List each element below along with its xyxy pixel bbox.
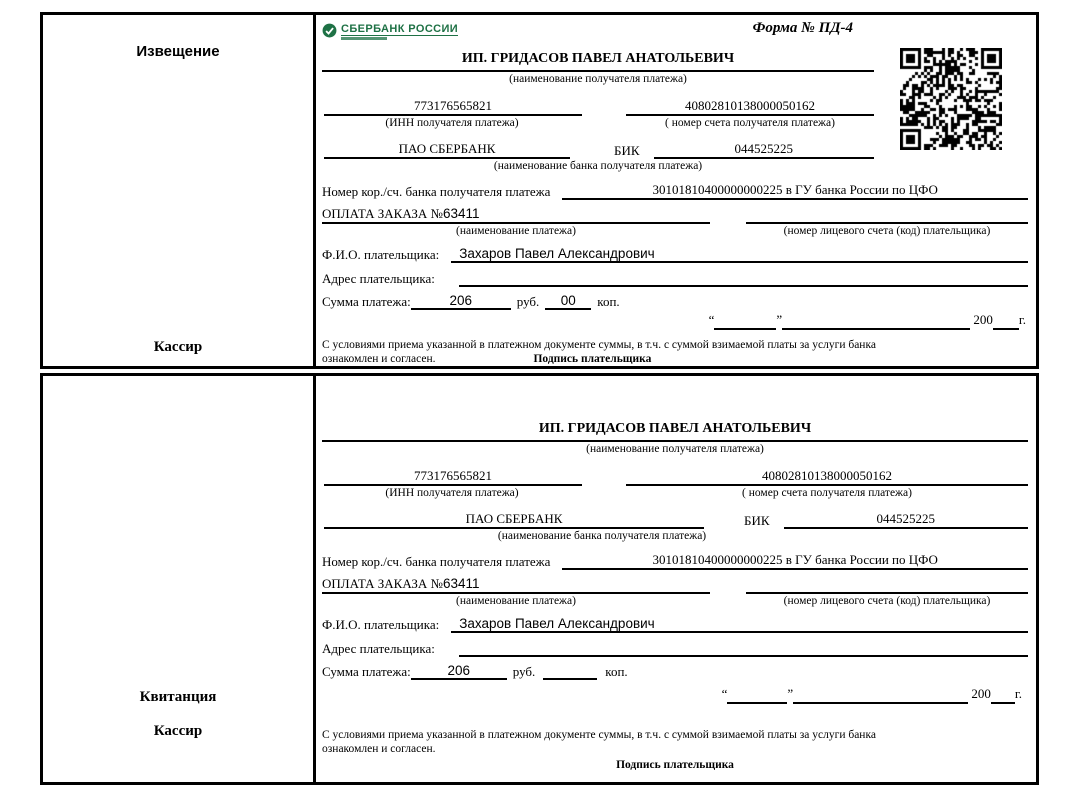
receipt-section (40, 373, 1039, 785)
account-value: 40802810138000050162 (626, 468, 1028, 486)
account-caption: ( номер счета получателя платежа) (665, 117, 835, 129)
payment-captions-row (322, 224, 1028, 238)
bik-label: БИК (744, 513, 770, 528)
payer-address-row (322, 266, 1028, 287)
corr-account-row (322, 178, 1028, 200)
bank-bik-row (322, 135, 874, 159)
sberbank-logo (322, 20, 458, 40)
payer-address-value (459, 269, 1028, 287)
date-day-blank (727, 686, 787, 704)
amount-rub-value: 206 (411, 293, 511, 310)
payer-fio-value: Захаров Павел Александрович (451, 246, 1028, 263)
address-label: Адрес плательщика: (322, 641, 435, 656)
payee-name: ИП. ГРИДАСОВ ПАВЕЛ АНАТОЛЬЕВИЧ (322, 418, 1028, 442)
year-suffix: г. (1018, 312, 1026, 327)
personal-caption: (номер лицевого счета (код) плательщика) (783, 225, 991, 237)
bank-name-value: ПАО СБЕРБАНК (324, 141, 570, 159)
payee-name: ИП. ГРИДАСОВ ПАВЕЛ АНАТОЛЬЕВИЧ (322, 48, 874, 72)
sberbank-logo-icon (322, 23, 337, 38)
inn-account-row (322, 92, 874, 116)
inn-caption: (ИНН получателя платежа) (385, 487, 519, 499)
quote-close: ” (787, 686, 794, 701)
agreement-line2: ознакомлен и согласен. (322, 353, 436, 365)
payer-fio-value: Захаров Павел Александрович (451, 616, 1028, 633)
address-label: Адрес плательщика: (322, 271, 435, 286)
payee-caption: (наименование получателя платежа) (509, 73, 687, 85)
date-row (322, 686, 1028, 706)
inn-value: 773176565821 (324, 98, 582, 116)
kop-label: коп. (605, 664, 628, 679)
sberbank-logo-subline (341, 37, 387, 40)
payment-name-value (322, 206, 710, 224)
amount-kop-value: 00 (545, 293, 591, 310)
date-day-blank (714, 312, 776, 330)
quote-open: “ (721, 686, 728, 701)
quote-open: “ (708, 312, 715, 327)
date-month-blank (782, 312, 970, 330)
personal-caption: (номер лицевого счета (код) плательщика) (783, 595, 991, 607)
amount-row (322, 289, 1028, 310)
corr-account-row (322, 548, 1028, 570)
account-value: 40802810138000050162 (626, 98, 874, 116)
payer-address-row (322, 636, 1028, 657)
agreement-line1: С условиями приема указанной в платежном документе суммы, в т.ч. с суммой взимаемой платы за услуги банка (322, 339, 876, 351)
bik-value: 044525225 (654, 141, 874, 159)
notice-stub-column (43, 15, 316, 366)
payment-name-row (322, 203, 1028, 224)
amount-label: Сумма платежа: (322, 664, 411, 679)
receipt-stub-column (43, 376, 316, 782)
qr-code (900, 48, 1002, 150)
year-prefix: 200 (973, 312, 993, 327)
payer-fio-row (322, 612, 1028, 633)
payee-caption: (наименование получателя платежа) (586, 443, 764, 455)
bank-caption: (наименование банка получателя платежа) (497, 530, 707, 542)
payment-name-row (322, 573, 1028, 594)
notice-stub-title: Извещение (136, 43, 220, 60)
amount-row (322, 659, 1028, 680)
payment-captions-row (322, 594, 1028, 608)
account-caption: ( номер счета получателя платежа) (742, 487, 912, 499)
date-row (322, 312, 1028, 332)
notice-section (40, 12, 1039, 369)
payment-name-prefix: ОПЛАТА ЗАКАЗА № (322, 206, 443, 221)
personal-account-value (746, 206, 1028, 224)
payment-name-value (322, 576, 710, 594)
agreement-line2-row (322, 352, 1028, 366)
notice-logo-row (322, 15, 1028, 46)
agreement-line2: ознакомлен и согласен. (322, 743, 436, 755)
bank-caption: (наименование банка получателя платежа) (493, 160, 703, 172)
bank-bik-row (322, 505, 1028, 529)
fio-label: Ф.И.О. плательщика: (322, 617, 440, 632)
order-number: 63411 (442, 206, 480, 221)
corr-label: Номер кор./сч. банка получателя платежа (322, 554, 551, 569)
date-year-blank (993, 312, 1019, 330)
fio-label: Ф.И.О. плательщика: (322, 247, 440, 262)
amount-rub-value: 206 (411, 663, 507, 680)
bank-name-value: ПАО СБЕРБАНК (324, 511, 704, 529)
bik-value: 044525225 (784, 511, 1028, 529)
rub-label: руб. (512, 664, 536, 679)
payer-fio-row (322, 242, 1028, 263)
year-suffix: г. (1014, 686, 1022, 701)
inn-account-captions (322, 116, 874, 130)
inn-account-row (322, 462, 1028, 486)
sberbank-logo-text: СБЕРБАНК РОССИИ (341, 23, 459, 35)
notice-main (316, 15, 1036, 366)
corr-account-value: 30101810400000000225 в ГУ банка России по ЦФО (562, 182, 1028, 200)
corr-label: Номер кор./сч. банка получателя платежа (322, 184, 551, 199)
receipt-cashier-label: Кассир (153, 723, 203, 739)
signature-label: Подпись плательщика (616, 759, 734, 771)
kop-label: коп. (597, 294, 620, 309)
amount-kop-value (543, 663, 597, 680)
year-prefix: 200 (971, 686, 991, 701)
quote-close: ” (776, 312, 783, 327)
payment-caption: (наименование платежа) (456, 595, 576, 607)
agreement-line1: С условиями приема указанной в платежном документе суммы, в т.ч. с суммой взимаемой платы за услуги банка (322, 729, 876, 741)
receipt-main (316, 376, 1036, 782)
corr-account-value: 30101810400000000225 в ГУ банка России по ЦФО (562, 552, 1028, 570)
inn-account-captions (322, 486, 1028, 500)
inn-value: 773176565821 (324, 468, 582, 486)
payer-address-value (459, 639, 1028, 657)
notice-cashier-label: Кассир (153, 339, 203, 355)
personal-account-value (746, 576, 1028, 594)
form-number: Форма № ПД-4 (752, 20, 853, 36)
date-month-blank (793, 686, 968, 704)
bik-label: БИК (614, 143, 640, 158)
amount-label: Сумма платежа: (322, 294, 411, 309)
date-year-blank (991, 686, 1015, 704)
payment-caption: (наименование платежа) (456, 225, 576, 237)
signature-label: Подпись плательщика (533, 353, 652, 365)
receipt-stub-title: Квитанция (139, 689, 217, 705)
rub-label: руб. (516, 294, 540, 309)
payment-name-prefix: ОПЛАТА ЗАКАЗА № (322, 576, 443, 591)
order-number: 63411 (442, 576, 480, 591)
inn-caption: (ИНН получателя платежа) (385, 117, 519, 129)
